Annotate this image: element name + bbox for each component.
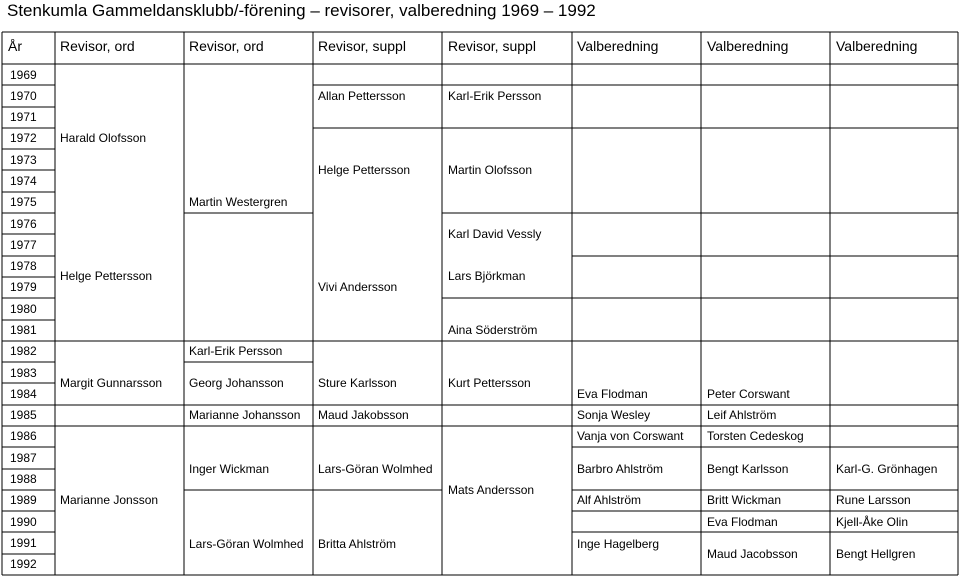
cell-valberedning-2: Bengt Karlsson [707, 462, 789, 476]
cell-valberedning-1: Sonja Wesley [577, 408, 651, 422]
cell-revisor-suppl-1: Britta Ahlström [318, 537, 397, 551]
year-1992: 1992 [10, 557, 37, 571]
year-1987: 1987 [10, 451, 37, 465]
cell-valberedning-2: Maud Jacobsson [707, 547, 798, 561]
cell-valberedning-1: Barbro Ahlström [577, 462, 664, 476]
header-valberedning-1: Valberedning [577, 38, 659, 54]
cell-revisor-ord-2: Georg Johansson [189, 376, 284, 390]
cell-valberedning-1: Inge Hagelberg [577, 537, 660, 551]
year-1976: 1976 [10, 217, 37, 231]
cell-revisor-suppl-1: Vivi Andersson [318, 280, 398, 294]
cell-revisor-suppl-2: Karl David Vessly [448, 227, 542, 241]
cell-revisor-ord-2: Marianne Johansson [189, 408, 301, 422]
header-valberedning-2: Valberedning [707, 38, 789, 54]
cell-revisor-ord-2: Karl-Erik Persson [189, 344, 283, 358]
year-1977: 1977 [10, 238, 37, 252]
year-1990: 1990 [10, 515, 37, 529]
year-1980: 1980 [10, 302, 37, 316]
cell-valberedning-1: Vanja von Corswant [577, 429, 684, 443]
cell-valberedning-2: Eva Flodman [707, 515, 778, 529]
cell-revisor-ord-1: Helge Pettersson [60, 269, 153, 283]
cell-revisor-suppl-2: Kurt Pettersson [448, 376, 531, 390]
year-1970: 1970 [10, 89, 37, 103]
cell-revisor-suppl-2: Aina Söderström [448, 323, 538, 337]
cell-revisor-suppl-2: Mats Andersson [448, 483, 535, 497]
header-revisor-suppl-2: Revisor, suppl [448, 38, 536, 54]
year-1978: 1978 [10, 259, 37, 273]
cell-revisor-ord-1: Harald Olofsson [60, 131, 147, 145]
cell-revisor-ord-2: Martin Westergren [189, 195, 288, 209]
year-1986: 1986 [10, 429, 37, 443]
cell-valberedning-3: Rune Larsson [836, 493, 911, 507]
cell-valberedning-1: Alf Ahlström [577, 493, 642, 507]
cell-valberedning-2: Torsten Cedeskog [707, 429, 804, 443]
page-title: Stenkumla Gammeldansklubb/-förening – revisorer, valberedning 1969 – 1992 [7, 1, 596, 20]
year-1972: 1972 [10, 131, 37, 145]
year-1979: 1979 [10, 280, 37, 294]
header-revisor-ord-2: Revisor, ord [189, 38, 264, 54]
year-1988: 1988 [10, 472, 37, 486]
year-1975: 1975 [10, 195, 37, 209]
cell-valberedning-2: Britt Wickman [707, 493, 782, 507]
cell-valberedning-2: Peter Corswant [707, 387, 790, 401]
cell-valberedning-1: Eva Flodman [577, 387, 648, 401]
header-year: År [8, 38, 22, 54]
cell-revisor-ord-2: Inger Wickman [189, 462, 270, 476]
cell-valberedning-2: Leif Ahlström [707, 408, 777, 422]
year-1983: 1983 [10, 366, 37, 380]
cell-valberedning-3: Bengt Hellgren [836, 547, 916, 561]
cell-revisor-suppl-1: Sture Karlsson [318, 376, 397, 390]
header-valberedning-3: Valberedning [836, 38, 918, 54]
cell-revisor-suppl-1: Maud Jakobsson [318, 408, 409, 422]
cell-revisor-suppl-2: Martin Olofsson [448, 163, 533, 177]
year-1973: 1973 [10, 153, 37, 167]
cell-revisor-ord-2: Lars-Göran Wolmhed [189, 537, 304, 551]
cell-revisor-ord-1: Margit Gunnarsson [60, 376, 163, 390]
year-1989: 1989 [10, 493, 37, 507]
cell-revisor-suppl-2: Karl-Erik Persson [448, 89, 542, 103]
cell-revisor-suppl-1: Lars-Göran Wolmhed [318, 462, 433, 476]
year-1985: 1985 [10, 408, 37, 422]
year-1984: 1984 [10, 387, 37, 401]
year-1981: 1981 [10, 323, 37, 337]
header-revisor-suppl-1: Revisor, suppl [318, 38, 406, 54]
cell-valberedning-3: Kjell-Åke Olin [836, 515, 909, 529]
header-revisor-ord-1: Revisor, ord [60, 38, 135, 54]
year-1982: 1982 [10, 344, 37, 358]
cell-revisor-ord-1: Marianne Jonsson [60, 493, 159, 507]
cell-revisor-suppl-1: Helge Pettersson [318, 163, 411, 177]
cell-revisor-suppl-2: Lars Björkman [448, 269, 526, 283]
year-1974: 1974 [10, 174, 37, 188]
year-1971: 1971 [10, 110, 37, 124]
cell-revisor-suppl-1: Allan Pettersson [318, 89, 406, 103]
year-1991: 1991 [10, 536, 37, 550]
cell-valberedning-3: Karl-G. Grönhagen [836, 462, 938, 476]
year-1969: 1969 [10, 68, 37, 82]
